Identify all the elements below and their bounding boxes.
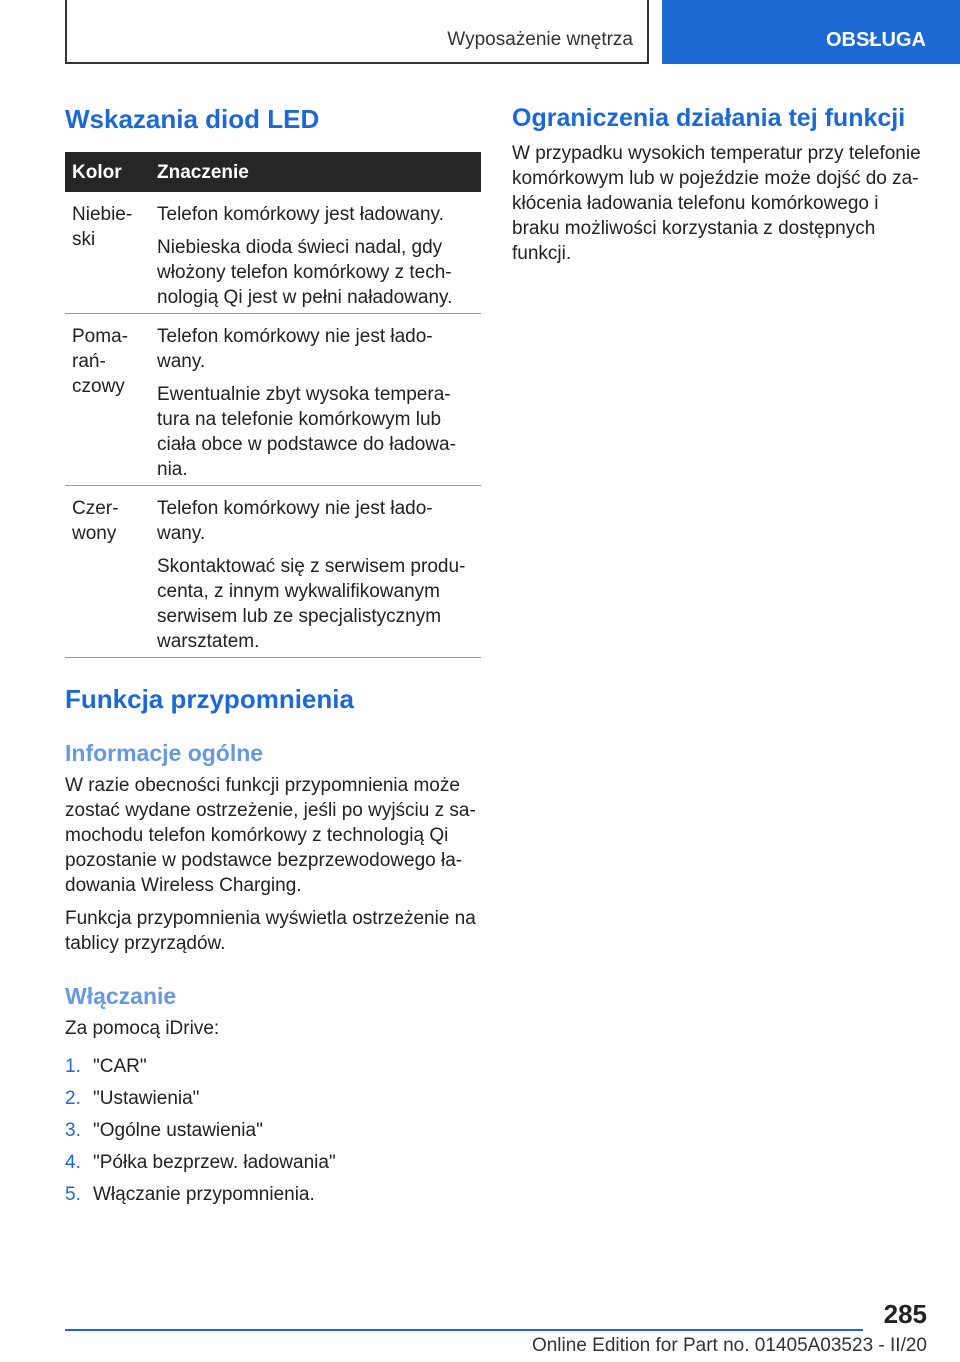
general-info-paragraph-1: W razie obecności funkcji przypomnienia może zostać wydane ostrzeżenie, jeśli po wyjściu z sa-mochodu telefon komórkowy z technologią Qi pozostanie w podstawce bezprzewodowego ła-dowania Wireless Charging.: [65, 775, 476, 896]
general-info-paragraph-2: Funkcja przypomnienia wyświetla ostrzeżenie na tablicy przyrządów.: [65, 908, 476, 954]
list-item-number: 1.: [65, 1056, 81, 1077]
table-cell-line: Telefon komórkowy jest ładowany.: [157, 204, 444, 225]
header-chapter-tab[interactable]: [662, 0, 960, 64]
table-row: [65, 486, 481, 658]
table-cell-color: Poma- rań- czowy: [72, 326, 128, 397]
page-number: 285: [883, 1299, 927, 1329]
table-cell-color: Niebie- ski: [72, 204, 133, 250]
led-table-header-meaning: Znaczenie: [157, 162, 249, 183]
table-cell-color: Czer- wony: [72, 498, 119, 544]
limits-section-title: Ograniczenia działania tej funkcji: [512, 104, 906, 132]
list-item-number: 5.: [65, 1184, 81, 1205]
table-cell-meaning: [157, 324, 475, 490]
enable-steps-list: [65, 1054, 481, 1214]
led-table-header: [65, 152, 481, 192]
list-item: [65, 1086, 481, 1118]
list-item-text: "Ogólne ustawienia": [93, 1120, 263, 1141]
table-row: [65, 192, 481, 314]
table-cell-meaning: [157, 496, 475, 662]
list-item-text: "CAR": [93, 1056, 147, 1077]
general-info-title: Informacje ogólne: [65, 740, 264, 766]
table-cell-line: Telefon komórkowy nie jest łado-wany.: [157, 326, 433, 372]
table-cell-line: Telefon komórkowy nie jest łado-wany.: [157, 498, 433, 544]
list-item-number: 3.: [65, 1120, 81, 1141]
header-section-title: Wyposażenie wnętrza: [447, 29, 633, 50]
footer-edition: Online Edition for Part no. 01405A03523 - II/20: [531, 1335, 927, 1356]
led-section-title: Wskazania diod LED: [65, 104, 320, 134]
led-table: [65, 152, 481, 658]
reminder-section-title: Funkcja przypomnienia: [65, 684, 354, 714]
list-item-number: 4.: [65, 1152, 81, 1173]
table-row: [65, 314, 481, 486]
list-item: [65, 1150, 481, 1182]
list-item-text: Włączanie przypomnienia.: [93, 1184, 315, 1205]
table-cell-line: Skontaktować się z serwisem produ-centa, z innym wykwalifikowanym serwisem lub ze specjalistycznym warsztatem.: [157, 556, 466, 652]
list-item: [65, 1118, 481, 1150]
led-table-header-color: Kolor: [72, 162, 122, 183]
table-cell-meaning: [157, 202, 475, 318]
list-item: [65, 1182, 481, 1214]
enable-intro: Za pomocą iDrive:: [65, 1018, 220, 1039]
table-cell-line: Niebieska dioda świeci nadal, gdy włożony telefon komórkowy z tech-nologią Qi jest w pełni naładowany.: [157, 237, 453, 308]
table-cell-line: Ewentualnie zbyt wysoka tempera-tura na telefonie komórkowym lub ciała obce w podstawce do ładowa-nia.: [157, 384, 456, 480]
list-item-text: "Półka bezprzew. ładowania": [93, 1152, 336, 1173]
header-section-box: [65, 0, 649, 64]
list-item-text: "Ustawienia": [93, 1088, 200, 1109]
list-item-number: 2.: [65, 1088, 81, 1109]
enable-section-title: Włączanie: [65, 983, 177, 1009]
list-item: [65, 1054, 481, 1086]
header-chapter-label: OBSŁUGA: [826, 29, 926, 51]
limits-paragraph: W przypadku wysokich temperatur przy telefonie komórkowym lub w pojeździe może dojść do za-kłócenia ładowania telefonu komórkowego i braku możliwości korzystania z dostępnych funkcji.: [512, 143, 921, 264]
footer-divider: [65, 1329, 863, 1331]
